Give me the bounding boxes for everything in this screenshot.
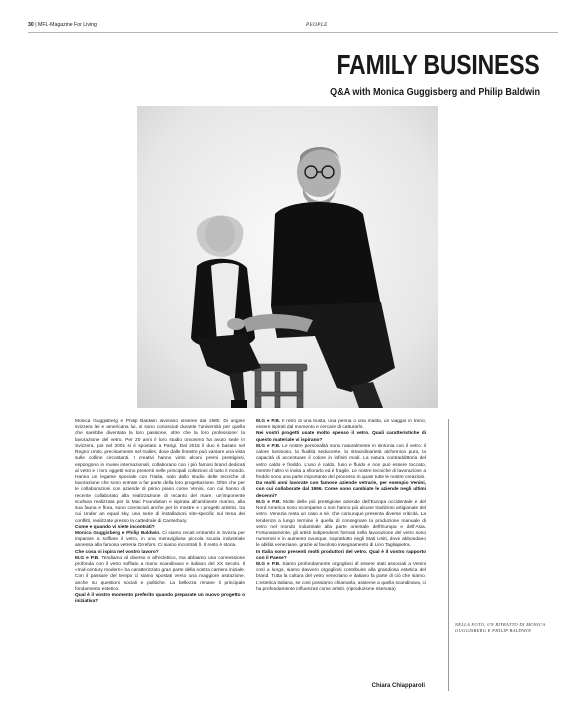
page-number-publication bbox=[28, 18, 97, 32]
page-number: 30 bbox=[28, 22, 34, 28]
answer bbox=[256, 500, 426, 550]
answer-text: Ci siamo recati entrambi in Svezia per imparare a soffiare il vetro, in una meravigliosa piccola scuola industriale annessa alla famosa vetreria Orrefors. Ci siamo incontrati lì. Il resto è storia. bbox=[75, 530, 245, 549]
photo-caption: NELLA FOTO, UN RITRATTO DI MONICA GUGGISBERG E PHILIP BALDWIN bbox=[455, 622, 546, 633]
answer bbox=[75, 531, 245, 550]
column-divider bbox=[448, 419, 449, 691]
answer-text: Siamo profondamente orgogliosi di essere stati associati a Venini così a lungo, siamo davvero orgogliosi contribuire alla grandiosa estetica del brand. Tutta la cultura del vetro veneziano e italiano fa parte di ciò che siamo. L’estetica italiana, se così possiamo chiamarla, assieme a quella scandinava, ci ha profondamente influenzati come artisti. (riproduzione riservata) bbox=[256, 562, 426, 592]
article-column-1 bbox=[75, 419, 245, 699]
answer-text: Tendiamo al diverso e all’eclettico, ma abbiamo una connessione profonda con il vetro soffiato a mano scandinavo e italiano del XX secolo. Il «mid-century modern» ha caratterizzato gran parte della nostra carriera iniziale. Con il passare del tempo ci siamo spostati verso una maggiore astrazione, anche su questioni sociali e politiche. La bellezza rimane il principale fondamento estetico. bbox=[75, 555, 245, 592]
page-header bbox=[28, 18, 558, 33]
answer-speaker: M.G e P.B. bbox=[75, 555, 100, 561]
answer-speaker: M.G e P.B. bbox=[256, 443, 281, 449]
answer-speaker: M.G e P.B. bbox=[256, 419, 281, 424]
answer-text: Molte delle più prestigiose aziende dell’Europa occidentale e del Nord America sono scomparse o non hanno più alcune tradizioni artigianale del vetro. Venezia resta un caso a sé, che comunque presenta diverse criticità. La tendenza a lungo termine è quella di consegnare la produzione manuale di vetro nel mondo industriale alla parte orientale dell’Europa e dell’Asia. Fortunatamente, gli artisti indipendenti formati nella lavorazione del vetro sono numerosi e in aumento ovunque, soprattutto negli Stati Uniti, dove abbondano le abilità veneziane, grazie al favoloso insegnamento di Lino Tagliapietra. bbox=[256, 499, 426, 549]
answer-speaker: M.G e P.B. bbox=[256, 499, 281, 505]
portrait-photo bbox=[137, 106, 438, 408]
answer bbox=[256, 419, 426, 431]
answer bbox=[75, 556, 245, 593]
question: Che cosa vi ispira nel vostro lavoro? bbox=[75, 549, 159, 555]
answer-speaker: M.G e P.B. bbox=[256, 562, 281, 568]
answer bbox=[256, 562, 426, 593]
intro-paragraph: Monica Guggisberg e Philip Baldwin lavorano insieme dal 1980. Di origine svizzera lei e americana lui, si sono conosciuti durante l’università per quella che sarebbe diventata la loro passione, oltre che la loro professione: la lavorazione del vetro. Per 20 anni il loro studio omonimo ha avuto sede in Svizzera, poi nel 2001 si è spostato a Parigi. Dal 2015 il duo è basato nel Regno Unito, precisamente nel Galles, dove dalle finestre può vantare una vista sulle colline circostanti. I creativi hanno vinto alcuni premi prestigiosi, espongono in musei internazionali, collaborano con i più famosi brand dedicati al vetro e i loro oggetti sono presenti nelle principali collezioni di tutto il mondo. Hanno un legame speciale con l’Italia, nato dallo studio delle tecniche di lavorazione che sono entrate a far parte della loro progettazione. Oltre che per le collaborazioni con aziende di primo piano come Venini, con cui hanno di recente collaborato alla realizzazione di Incanto del mare, un’imponente scultura realizzata per la Mac Foundation e ispirata all’ambiente marino, alla sua fauna e flora, sono conosciuti anche per le mostre e i progetti artistici, tra cui Under an equal sky, una serie di installazioni site-specific sul tema dei conflitti, realizzate presso la cattedrale di Canterbury. bbox=[75, 419, 245, 524]
question: Nei vostri progetti usate molto spesso il vetro. Quali caratteristiche di questo materiale vi ispirano? bbox=[256, 431, 426, 443]
article-subtitle: Q&A with Monica Guggisberg and Philip Baldwin bbox=[330, 86, 540, 98]
article-column-2 bbox=[256, 419, 426, 699]
section-label: PEOPLE bbox=[306, 22, 328, 28]
question: In Italia sono presenti molti produttori del vetro. Qual è il vostro rapporto con il Paese? bbox=[256, 549, 426, 561]
answer-text: Il retro di una busta, una penna o una matita, un viaggio in treno, essere ispirati dal momento e cercare di catturarlo. bbox=[256, 419, 426, 431]
question: Qual è il vostro momento preferito quando preparate un nuovo progetto o iniziativa? bbox=[75, 593, 245, 605]
answer-speaker: Monica Guggisberg e Philip Baldwin. bbox=[75, 530, 161, 536]
answer bbox=[256, 444, 426, 481]
author-signature: Chiara Chiapparoli bbox=[371, 683, 425, 689]
publication-name: | MFL-Magazine For Living bbox=[35, 22, 97, 28]
portrait-photo-graphic bbox=[137, 106, 438, 408]
article-title: FAMILY BUSINESS bbox=[337, 49, 540, 80]
answer-text: Le nostre personalità sono naturalmente in sintonia con il vetro: il calore luminoso, la fluidità seducente, la straordinarietà alchemica pura, la capacità di accentuare il colore in infiniti modi. La natura contraddittoria del vetro caldo e freddo. L’uno è caldo, fuso e fluido e non può essere toccato, mentre l’altro vi invita a sfiorarlo ed è fragile. Le nostre tecniche di lavorazione a freddo sono una parte importante del processo in quasi tutte le nostre creazioni. bbox=[256, 443, 426, 480]
question: Come e quando vi siete incontrati? bbox=[75, 524, 155, 530]
question: Da molti anni lavorate con famose aziende vetrarie, per esempio Venini, con cui collaborate dal 1996. Come sono cambiate le aziende negli ultimi decenni? bbox=[256, 481, 426, 499]
